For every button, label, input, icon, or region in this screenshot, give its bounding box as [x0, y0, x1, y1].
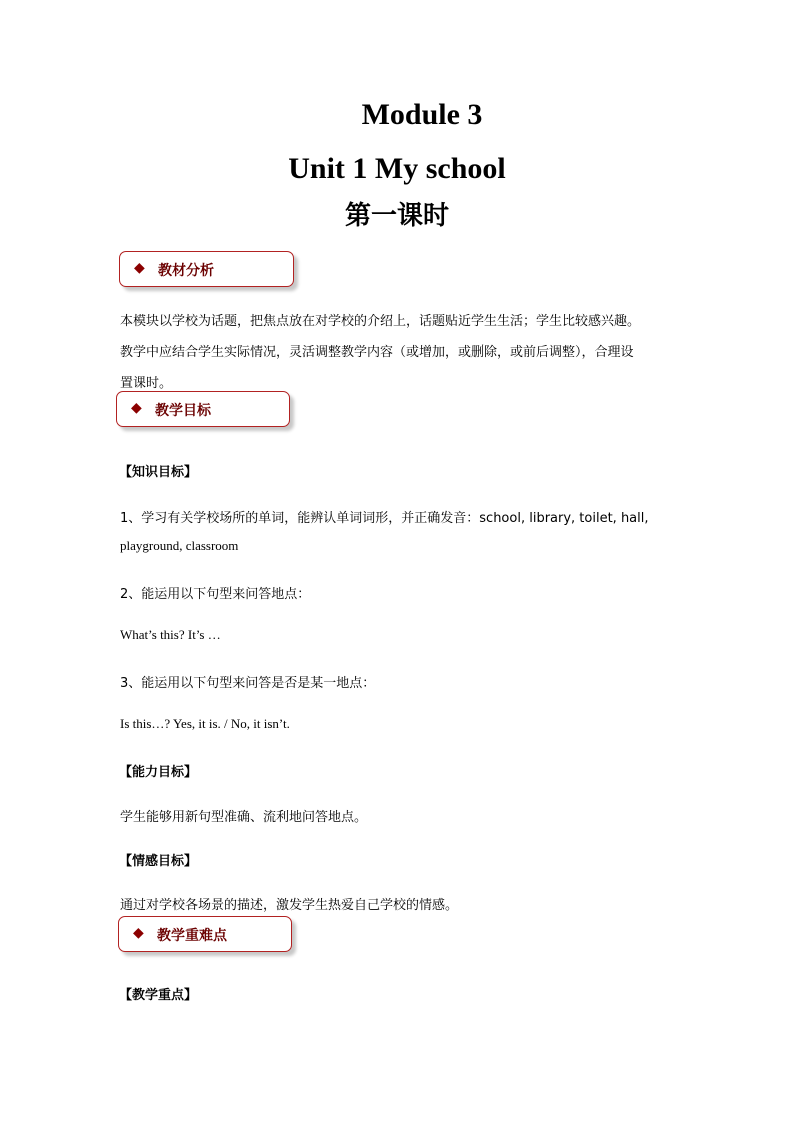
objective-item-2-example: What’s this? It’s …	[120, 627, 221, 642]
analysis-paragraph-line-3: 置课时。	[120, 376, 173, 391]
emotion-objectives-text: 通过对学校各场景的描述，激发学生热爱自己学校的情感。	[120, 898, 459, 913]
section-heading-label: 教学目标	[155, 403, 211, 419]
objective-item-3-example: Is this…? Yes, it is. / No, it isn’t.	[120, 716, 290, 731]
section-heading-label: 教学重难点	[157, 928, 227, 944]
ability-objectives-title: 【能力目标】	[119, 765, 198, 780]
analysis-paragraph-line-1: 本模块以学校为话题，把焦点放在对学校的介绍上，话题贴近学生生活；学生比较感兴趣。	[120, 314, 641, 329]
objective-item-2: 2、能运用以下句型来问答地点：	[120, 587, 311, 602]
objective-item-1: 1、学习有关学校场所的单词，能辨认单词词形，并正确发音：school, library, toilet, hall,	[120, 511, 649, 526]
ability-objectives-text: 学生能够用新句型准确、流利地问答地点。	[120, 810, 368, 825]
section-heading-key-points	[118, 916, 292, 952]
section-heading-objectives	[116, 391, 290, 427]
emotion-objectives-title: 【情感目标】	[119, 854, 198, 869]
unit-title: Unit 1 My school	[288, 152, 506, 185]
diamond-icon: ◆	[131, 400, 142, 416]
objective-item-1-continued: playground, classroom	[120, 538, 239, 553]
section-heading-analysis	[119, 251, 294, 287]
section-heading-label: 教材分析	[158, 263, 214, 279]
module-title: Module 3	[361, 98, 483, 131]
lesson-title: 第一课时	[344, 201, 449, 231]
teaching-focus-title: 【教学重点】	[119, 988, 198, 1003]
objective-item-3: 3、能运用以下句型来问答是否是某一地点：	[120, 676, 376, 691]
analysis-paragraph-line-2: 教学中应结合学生实际情况，灵活调整教学内容（或增加，或删除，或前后调整），合理设	[120, 345, 634, 360]
diamond-icon: ◆	[133, 925, 144, 941]
knowledge-objectives-title: 【知识目标】	[119, 465, 198, 480]
diamond-icon: ◆	[134, 260, 145, 276]
